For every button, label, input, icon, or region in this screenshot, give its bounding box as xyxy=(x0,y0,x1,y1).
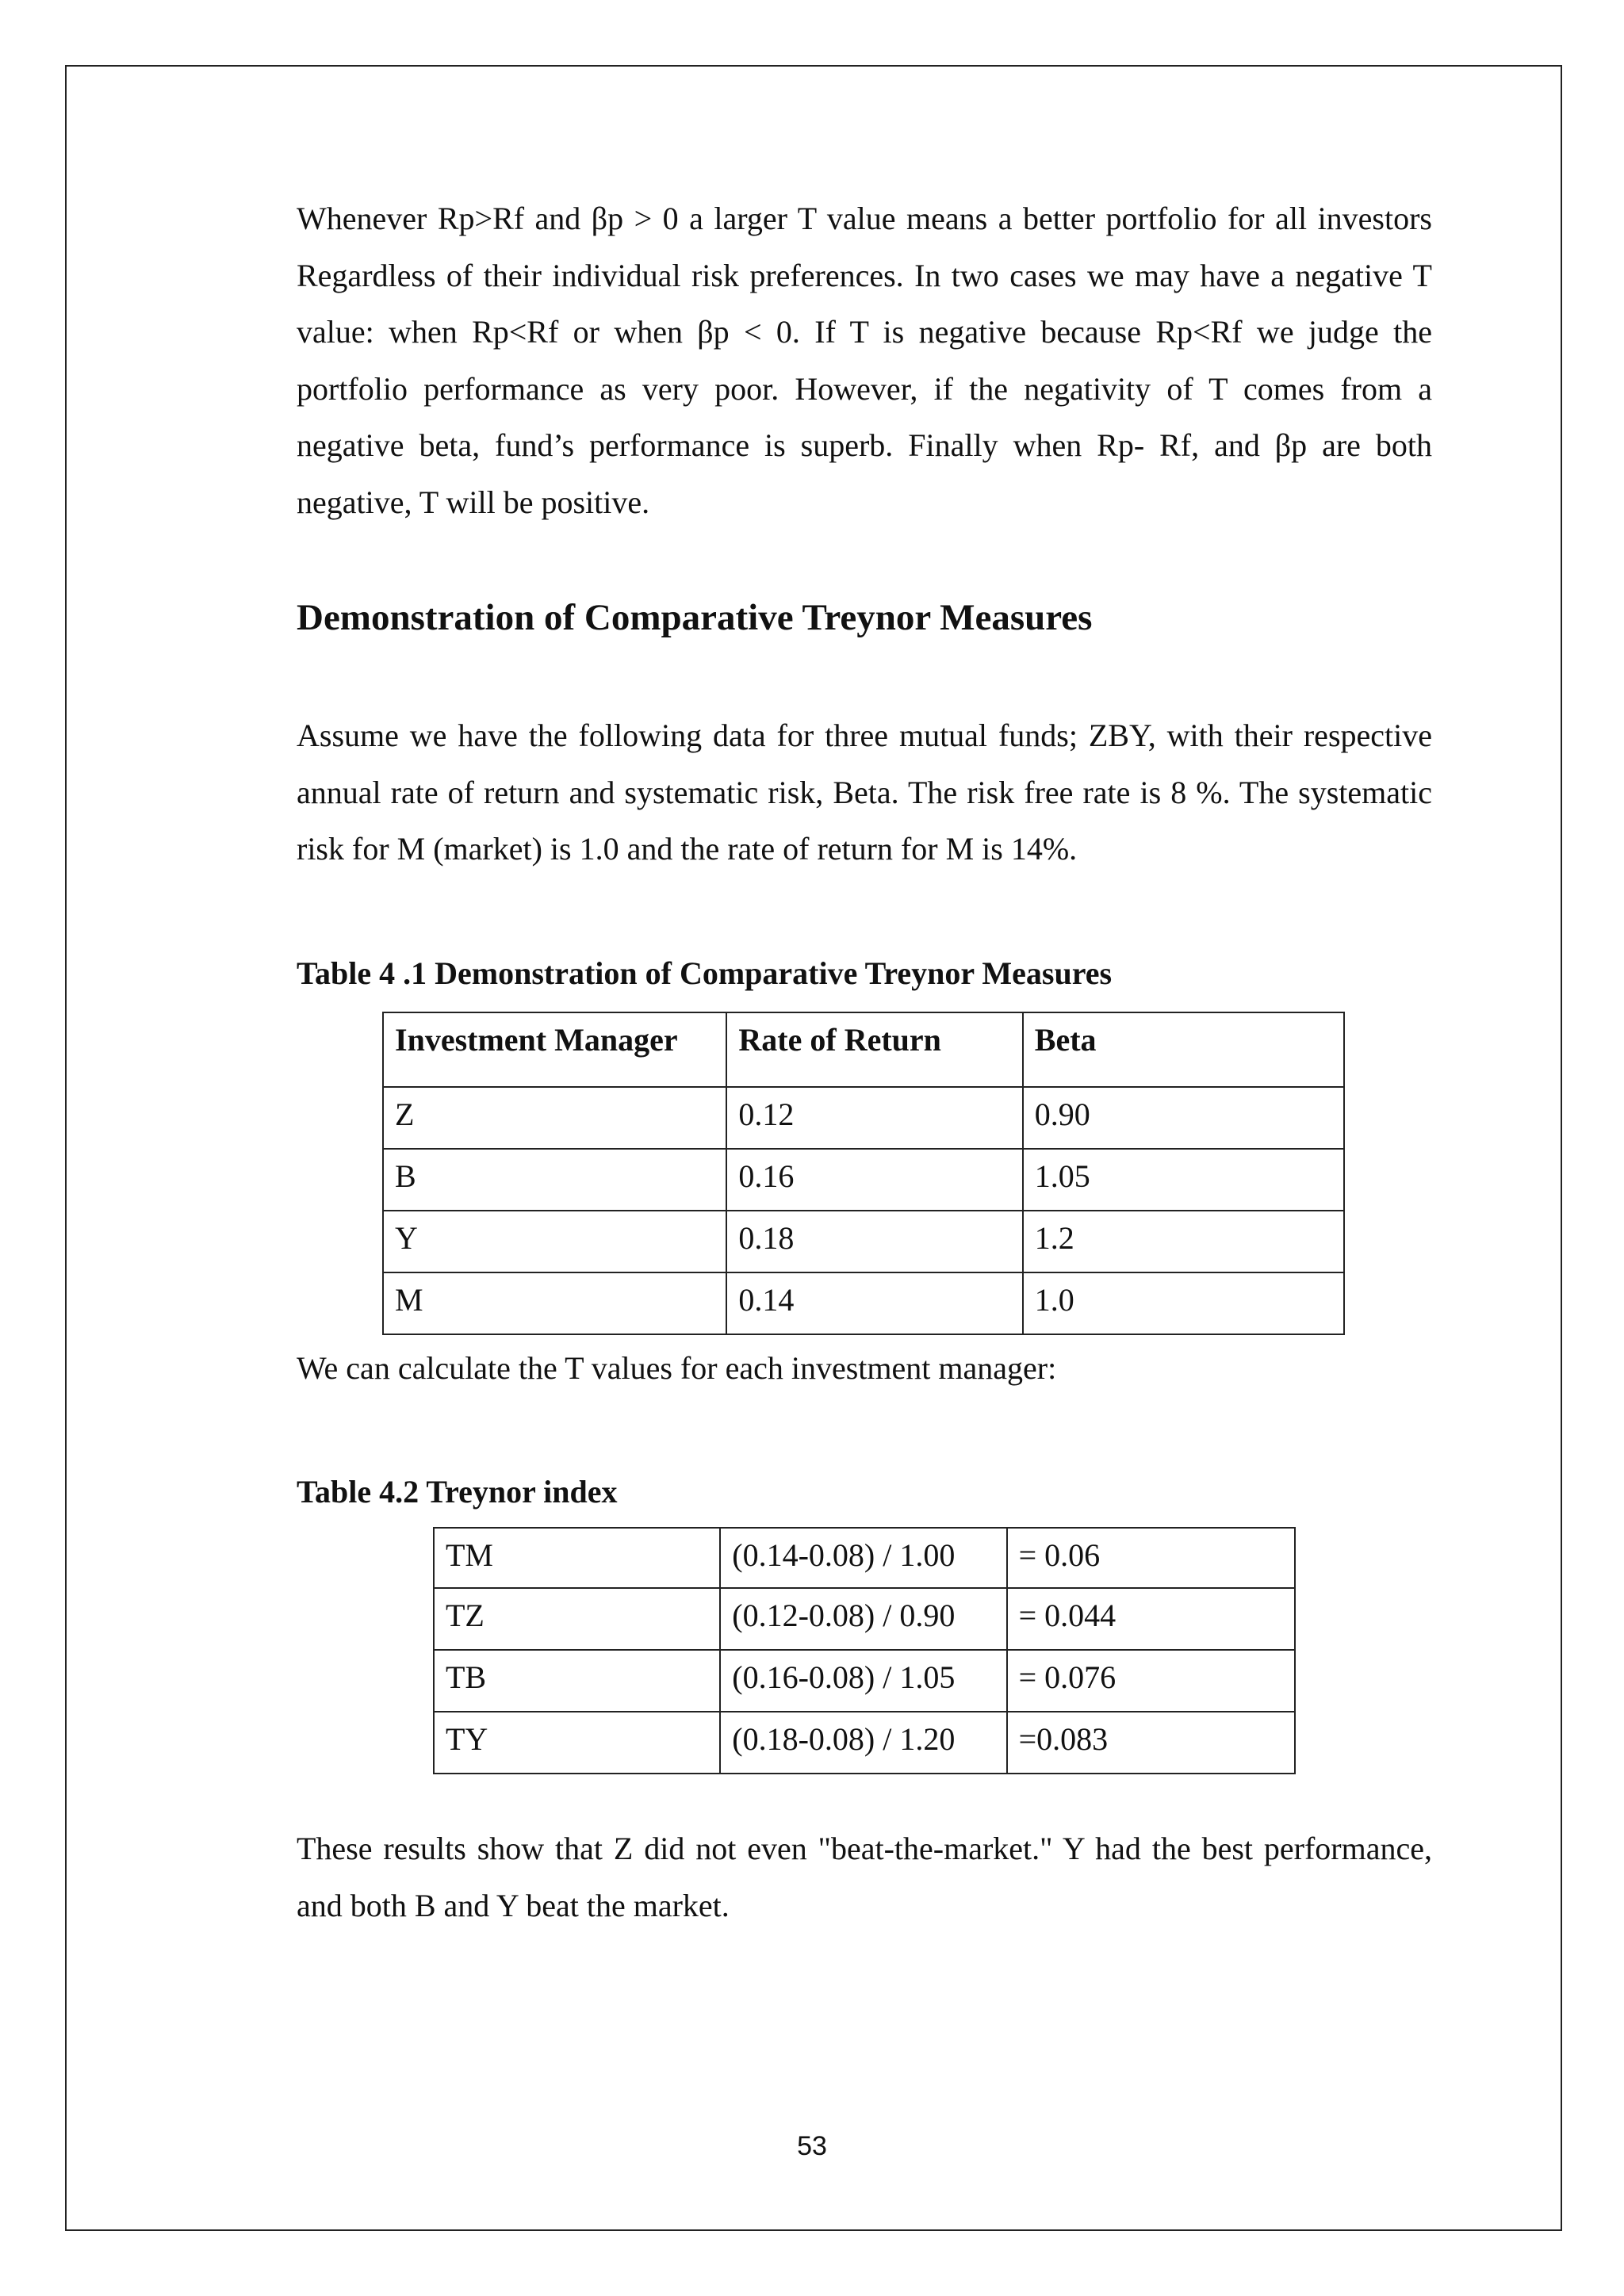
table1-cell: M xyxy=(383,1272,726,1334)
table2-row xyxy=(434,1650,1295,1712)
intro-paragraph: Whenever Rp>Rf and βp > 0 a larger T value means a better portfolio for all investors Regardless of their individual risk preferences. In two cases we may have a negative T value: when Rp<Rf or when βp < 0. If T is negative because Rp<Rf we judge the portfolio performance as very poor. However, if the negativity of T comes from a negative beta, fund’s performance is superb. Finally when Rp- Rf, and βp are both negative, T will be positive. xyxy=(297,201,1432,520)
table1-cell: Z xyxy=(383,1087,726,1149)
table2-row xyxy=(434,1528,1295,1588)
table2-cell: (0.12-0.08) / 0.90 xyxy=(720,1588,1006,1650)
table2-caption: Table 4.2 Treynor index xyxy=(297,1474,618,1510)
table1-header-cell: Investment Manager xyxy=(383,1012,726,1087)
table1-caption: Table 4 .1 Demonstration of Comparative Treynor Measures xyxy=(297,955,1113,991)
table2-cell: = 0.06 xyxy=(1007,1528,1295,1588)
table1-row xyxy=(383,1211,1344,1272)
table2-cell: TM xyxy=(434,1528,720,1588)
table1-row xyxy=(383,1087,1344,1149)
assumption-paragraph: Assume we have the following data for three mutual funds; ZBY, with their respective annual rate of return and systematic risk, Beta. The risk free rate is 8 %. The systematic risk for M (market) is 1.0 and the rate of return for M is 14%. xyxy=(297,718,1432,867)
table2-cell: =0.083 xyxy=(1007,1712,1295,1774)
table1-row xyxy=(383,1149,1344,1211)
table2-row xyxy=(434,1712,1295,1774)
table1-cell: 0.18 xyxy=(726,1211,1022,1272)
table2-row xyxy=(434,1588,1295,1650)
table2-cell: TY xyxy=(434,1712,720,1774)
table1-cell: 0.90 xyxy=(1023,1087,1344,1149)
table2-cell: = 0.076 xyxy=(1007,1650,1295,1712)
table1 xyxy=(382,1012,1345,1335)
page-number: 53 xyxy=(797,2131,827,2161)
table1-cell: Y xyxy=(383,1211,726,1272)
table1-cell: 1.0 xyxy=(1023,1272,1344,1334)
table2-cell: TZ xyxy=(434,1588,720,1650)
table1-cell: 1.05 xyxy=(1023,1149,1344,1211)
table1-header-cell: Beta xyxy=(1023,1012,1344,1087)
calc-sentence: We can calculate the T values for each investment manager: xyxy=(297,1350,1057,1386)
table1-cell: 0.12 xyxy=(726,1087,1022,1149)
table2-cell: TB xyxy=(434,1650,720,1712)
table2-cell: (0.18-0.08) / 1.20 xyxy=(720,1712,1006,1774)
table1-cell: 0.16 xyxy=(726,1149,1022,1211)
table2-cell: (0.14-0.08) / 1.00 xyxy=(720,1528,1006,1588)
table1-cell: 0.14 xyxy=(726,1272,1022,1334)
conclusion-paragraph: These results show that Z did not even "beat-the-market." Y had the best performance, and both B and Y beat the market. xyxy=(297,1831,1432,1923)
table2 xyxy=(433,1527,1296,1774)
table2-cell: (0.16-0.08) / 1.05 xyxy=(720,1650,1006,1712)
section-heading: Demonstration of Comparative Treynor Measures xyxy=(297,597,1093,638)
table2-cell: = 0.044 xyxy=(1007,1588,1295,1650)
table1-row xyxy=(383,1272,1344,1334)
table1-header-row xyxy=(383,1012,1344,1087)
table1-cell: 1.2 xyxy=(1023,1211,1344,1272)
table1-cell: B xyxy=(383,1149,726,1211)
table1-header-cell: Rate of Return xyxy=(726,1012,1022,1087)
